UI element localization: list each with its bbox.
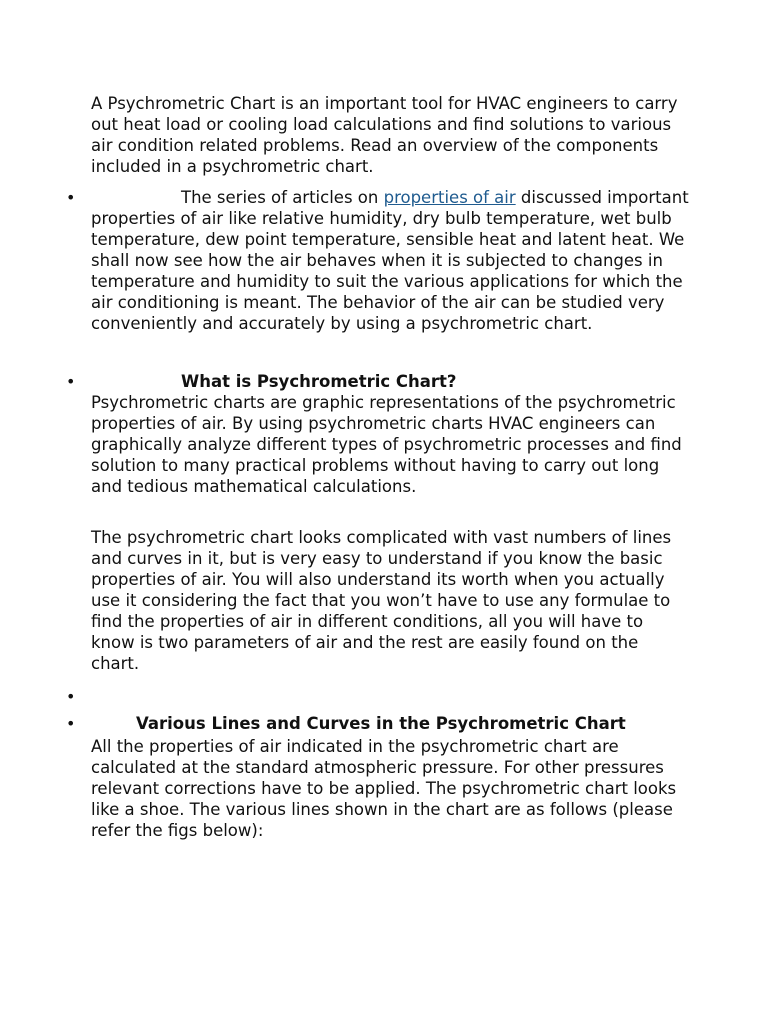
lines-and-curves-paragraph: All the properties of air indicated in the psychrometric chart are calculated at the standard atmospheric pressure. For other pressures relevant corrections have to be applied. The psychrometric chart looks like a shoe. The various lines shown in the chart are as follows (please refer the figs below): [91, 737, 677, 840]
properties-of-air-link[interactable]: properties of air [383, 188, 516, 207]
bullet-marker-2: • [66, 372, 76, 391]
what-is-chart-paragraph: Psychrometric charts are graphic representations of the psychrometric properties of air. By using psychrometric charts HVAC engineers can graphically analyze different types of psychrometric processes and find solution to many practical problems without having to carry out long and tedious mathematical calculations. [91, 393, 682, 496]
paragraph-body-text: discussed important properties of air like relative humidity, dry bulb temperature, wet bulb temperature, dew point temperature, sensible heat and latent heat. We shall now see how the air behaves when it is subjected to changes in temperature and humidity to suit the various applications for which the air conditioning is meant. The behavior of the air can be studied very conveniently and accurately by using a psychrometric chart. [91, 188, 689, 333]
bullet-marker-1: • [66, 188, 76, 207]
empty-bullet-marker: • [66, 687, 76, 706]
intro-paragraph: A Psychrometric Chart is an important tool for HVAC engineers to carry out heat load or cooling load calculations and find solutions to various air condition related problems. Read an overview of the components included in a psychrometric chart. [91, 94, 678, 176]
chart-complexity-paragraph: The psychrometric chart looks complicated with vast numbers of lines and curves in it, but is very easy to understand if you know the basic properties of air. You will also understand its worth when you actually use it considering the fact that you won’t have to use any formulae to find the properties of air in different conditions, all you will have to know is two parameters of air and the rest are easily found on the chart. [91, 528, 672, 673]
section-heading-text: What is Psychrometric Chart? [181, 372, 457, 391]
properties-of-air-paragraph [91, 187, 691, 334]
what-is-chart-heading [91, 371, 691, 392]
bullet-marker-4: • [66, 714, 76, 733]
lines-and-curves-heading [91, 713, 691, 734]
section-heading-text: Various Lines and Curves in the Psychrometric Chart [136, 714, 626, 733]
paragraph-lead-text: The series of articles on [181, 188, 384, 207]
